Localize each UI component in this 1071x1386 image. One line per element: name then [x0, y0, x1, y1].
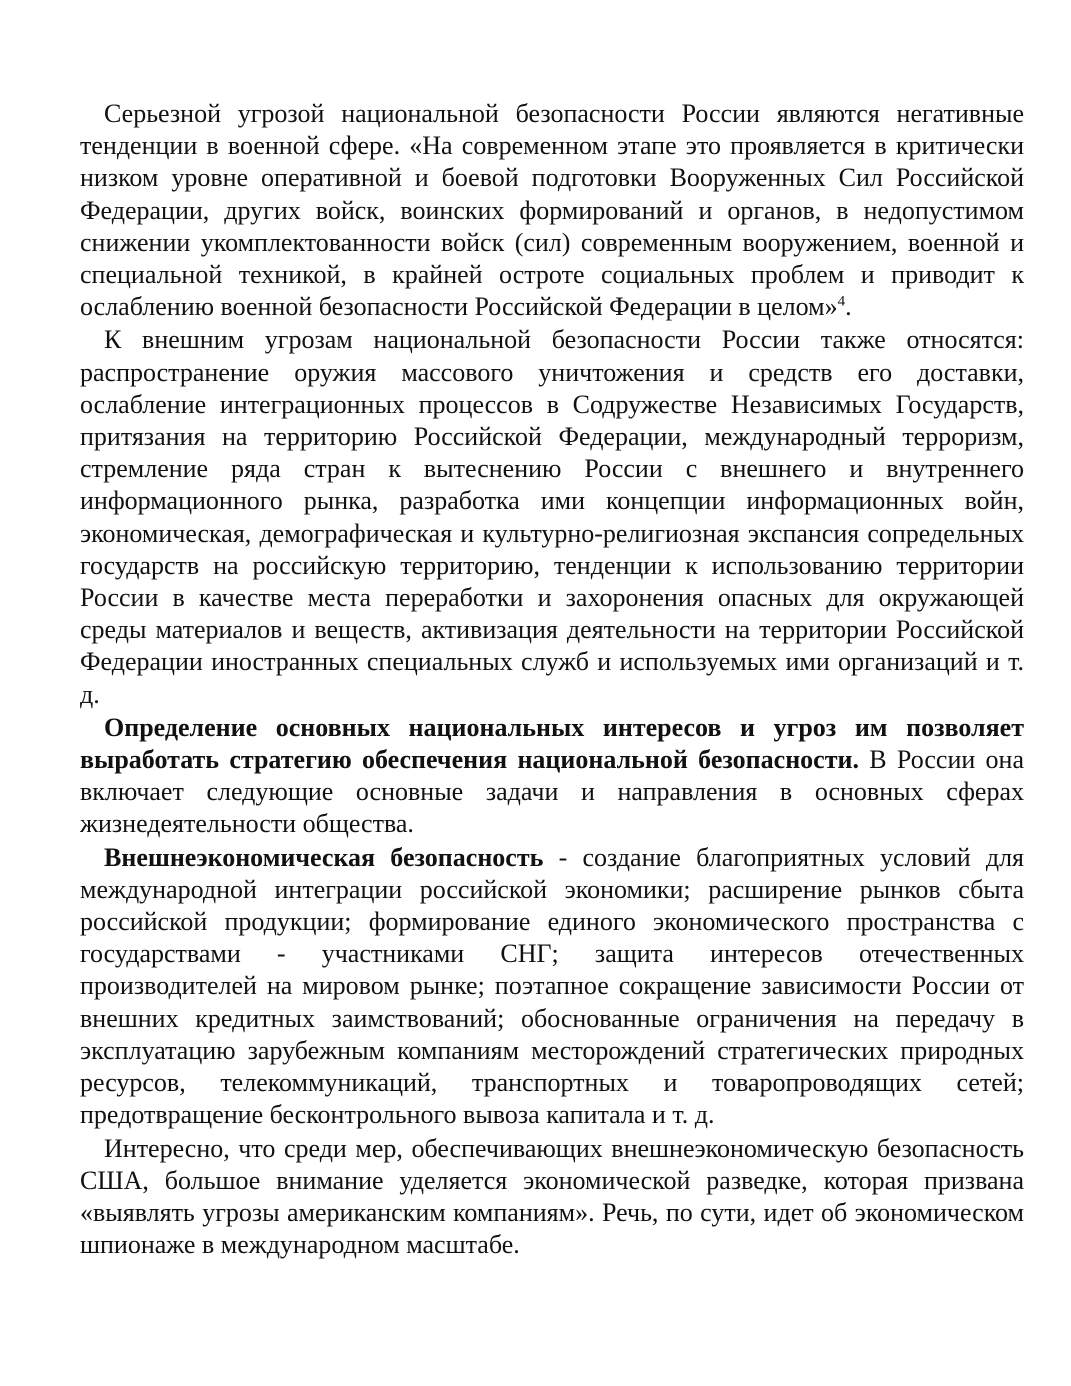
paragraph-strategy [80, 712, 1024, 841]
paragraph-text: В России она включает следующие основные задачи и направления в основных сферах жизнедеятельности общества. [80, 745, 1025, 839]
paragraph-text: Интересно, что среди мер, обеспечивающих внешнеэкономическую безопасность США, большое внимание уделяется экономической разведке, которая призвана «выявлять угрозы американским компаниям». Речь, по сути, идет об экономическом шпионаже в международном масштабе. [80, 1133, 1024, 1260]
paragraph-text: - создание благоприятных условий для международной интеграции российской экономики; расширение рынков сбыта российской продукции; формирование единого экономического пространства с государствами - участниками СНГ; защита интересов отечественных производителей на мировом рынке; поэтапное сокращение зависимости России от внешних кредитных заимствований; обоснованные ограничения на передачу в эксплуатацию зарубежным компаниям месторождений стратегических природных ресурсов, телекоммуникаций, транспортных и товаропроводящих сетей; предотвращение бесконтрольного вывоза капитала и т. д. [80, 842, 1025, 1130]
document-page [80, 98, 1024, 1261]
paragraph-military-threats [80, 98, 1024, 323]
footnote-marker[interactable]: 4 [837, 293, 846, 310]
paragraph-tail: . [845, 292, 852, 322]
paragraph-foreign-economic-security [80, 842, 1024, 1132]
paragraph-bold-lead: Внешнеэкономическая безопасность [104, 842, 544, 872]
paragraph-external-threats [80, 324, 1024, 710]
paragraph-text: К внешним угрозам национальной безопасности России также относятся: распространение оружия массового уничтожения и средств его доставки, ослабление интеграционных процессов в Содружестве Независимых Государств, притязания на территорию Российской Федерации, международный терроризм, стремление ряда стран к вытеснению России с внешнего и внутреннего информационного рынка, разработка ими концепции информационных войн, экономическая, демографическая и культурно-религиозная экспансия сопредельных государств на российскую территорию, тенденции к использованию территории России в качестве места переработки и захоронения опасных для окружающей среды материалов и веществ, активизация деятельности на территории Российской Федерации иностранных специальных служб и используемых ими организаций и т. д. [80, 325, 1024, 709]
paragraph-bold-lead: Определение основных национальных интересов и угроз им позволяет выработать стратегию обеспечения национальной безопасности. [80, 712, 1024, 775]
paragraph-usa-economic-intelligence [80, 1133, 1024, 1262]
paragraph-text: Серьезной угрозой национальной безопасности России являются негативные тенденции в военной сфере. «На современном этапе это проявляется в критически низком уровне оперативной и боевой подготовки Вооруженных Сил Российской Федерации, других войск, воинских формирований и органов, в недопустимом снижении укомплектованности войск (сил) современным вооружением, военной и специальной техникой, в крайней остроте социальных проблем и приводит к ослаблению военной безопасности Российской Федерации в целом» [80, 99, 1024, 322]
